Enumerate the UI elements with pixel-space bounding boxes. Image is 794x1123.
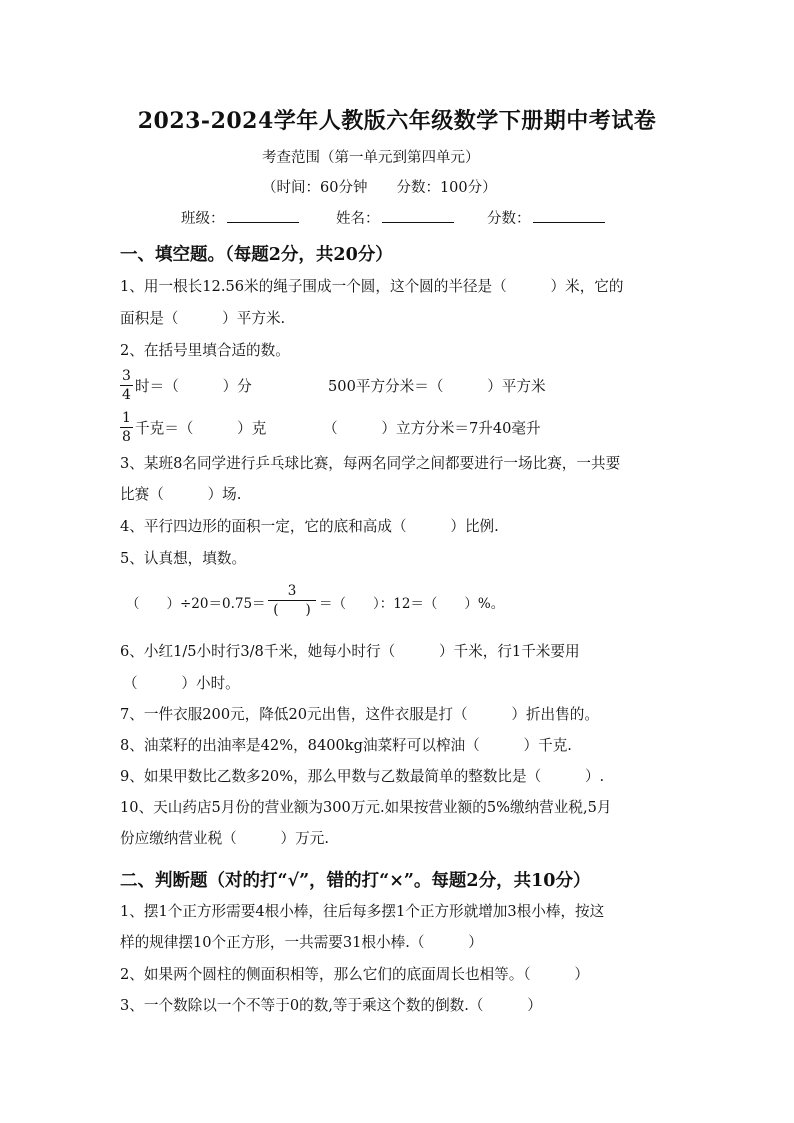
question-1-2: 2、在括号里填合适的数。 — [120, 342, 290, 359]
question-1-2b: 500平方分米＝（ ）平方米 — [328, 378, 546, 395]
name-field[interactable] — [336, 207, 454, 228]
question-2-1-line-1: 1、摆1个正方形需要4根小棒，往后每多摆1个正方形就增加3根小棒，按这 — [120, 903, 605, 920]
question-1-7: 7、一件衣服200元，降低20元出售，这件衣服是打（ ）折出售的。 — [120, 706, 599, 723]
class-field[interactable] — [181, 207, 299, 228]
question-2-1-line-2: 样的规律摆10个正方形，一共需要31根小棒.（ ） — [120, 934, 483, 951]
question-1-10-line-1: 10、天山药店5月份的营业额为300万元.如果按营业额的5%缴纳营业税,5月 — [120, 799, 612, 816]
question-1-4: 4、平行四边形的面积一定，它的底和高成（ ）比例. — [120, 518, 499, 535]
question-1-3-line-1: 3、某班8名同学进行乒乓球比赛，每两名同学之间都要进行一场比赛，一共要 — [120, 455, 621, 472]
question-1-6-line-1: 6、小红1/5小时行3/8千米，她每小时行（ ）千米，行1千米要用 — [120, 643, 580, 660]
fraction-bar — [268, 600, 316, 601]
fraction-three-over-blank — [268, 583, 316, 618]
question-2-3: 3、一个数除以一个不等于0的数,等于乘这个数的倒数.（ ） — [120, 997, 542, 1014]
score-blank[interactable] — [533, 209, 605, 223]
section-1-heading: 一、填空题。（每题2分，共20分） — [120, 245, 393, 265]
exam-scope: 考查范围（第一单元到第四单元） — [262, 150, 480, 166]
question-1-8: 8、油菜籽的出油率是42%，8400kg油菜籽可以榨油（ ）千克. — [120, 737, 572, 754]
question-1-3-line-2: 比赛（ ）场. — [120, 486, 242, 503]
class-label: 班级： — [181, 211, 225, 227]
fraction-bar — [120, 427, 133, 428]
question-1-1-line-1: 1、用一根长12.56米的绳子围成一个圆，这个圆的半径是（ ）米，它的 — [120, 278, 624, 295]
fraction-denominator: 4 — [122, 387, 131, 403]
fraction-three-quarters — [120, 368, 133, 403]
page-title: 2023-2024学年人教版六年级数学下册期中考试卷 — [137, 108, 657, 134]
question-1-5-left: （ ）÷20＝0.75＝ — [126, 596, 266, 612]
question-1-5: 5、认真想，填数。 — [120, 550, 247, 567]
question-1-9: 9、如果甲数比乙数多20%，那么甲数与乙数最简单的整数比是（ ）. — [120, 768, 605, 785]
name-blank[interactable] — [382, 209, 454, 223]
question-2-2: 2、如果两个圆柱的侧面积相等，那么它们的底面周长也相等。（ ） — [120, 966, 589, 983]
question-1-10-line-2: 份应缴纳营业税（ ）万元. — [120, 830, 329, 847]
fraction-denominator: ( ) — [273, 602, 311, 618]
fraction-numerator: 3 — [287, 583, 297, 599]
question-1-5-right: ＝（ ）：12＝（ ）%。 — [319, 596, 505, 612]
time-and-score: （时间：60分钟 分数：100分） — [262, 180, 497, 196]
fraction-one-eighth — [120, 410, 133, 445]
question-1-2a: 时＝（ ）分 — [135, 378, 252, 395]
question-1-6-line-2: （ ）小时。 — [123, 675, 240, 692]
name-label: 姓名： — [336, 211, 380, 227]
question-1-2c: 千克＝（ ）克 — [135, 420, 267, 437]
score-field[interactable] — [487, 207, 605, 228]
fraction-numerator: 1 — [122, 410, 131, 426]
question-1-2d: （ ）立方分米＝7升40毫升 — [323, 420, 541, 437]
fraction-numerator: 3 — [122, 368, 131, 384]
fraction-denominator: 8 — [122, 429, 131, 445]
score-label: 分数： — [487, 211, 531, 227]
fraction-bar — [120, 385, 133, 386]
section-2-heading: 二、判断题（对的打“√”，错的打“×”。每题2分，共10分） — [120, 871, 591, 891]
class-blank[interactable] — [227, 209, 299, 223]
question-1-1-line-2: 面积是（ ）平方米. — [120, 310, 286, 327]
